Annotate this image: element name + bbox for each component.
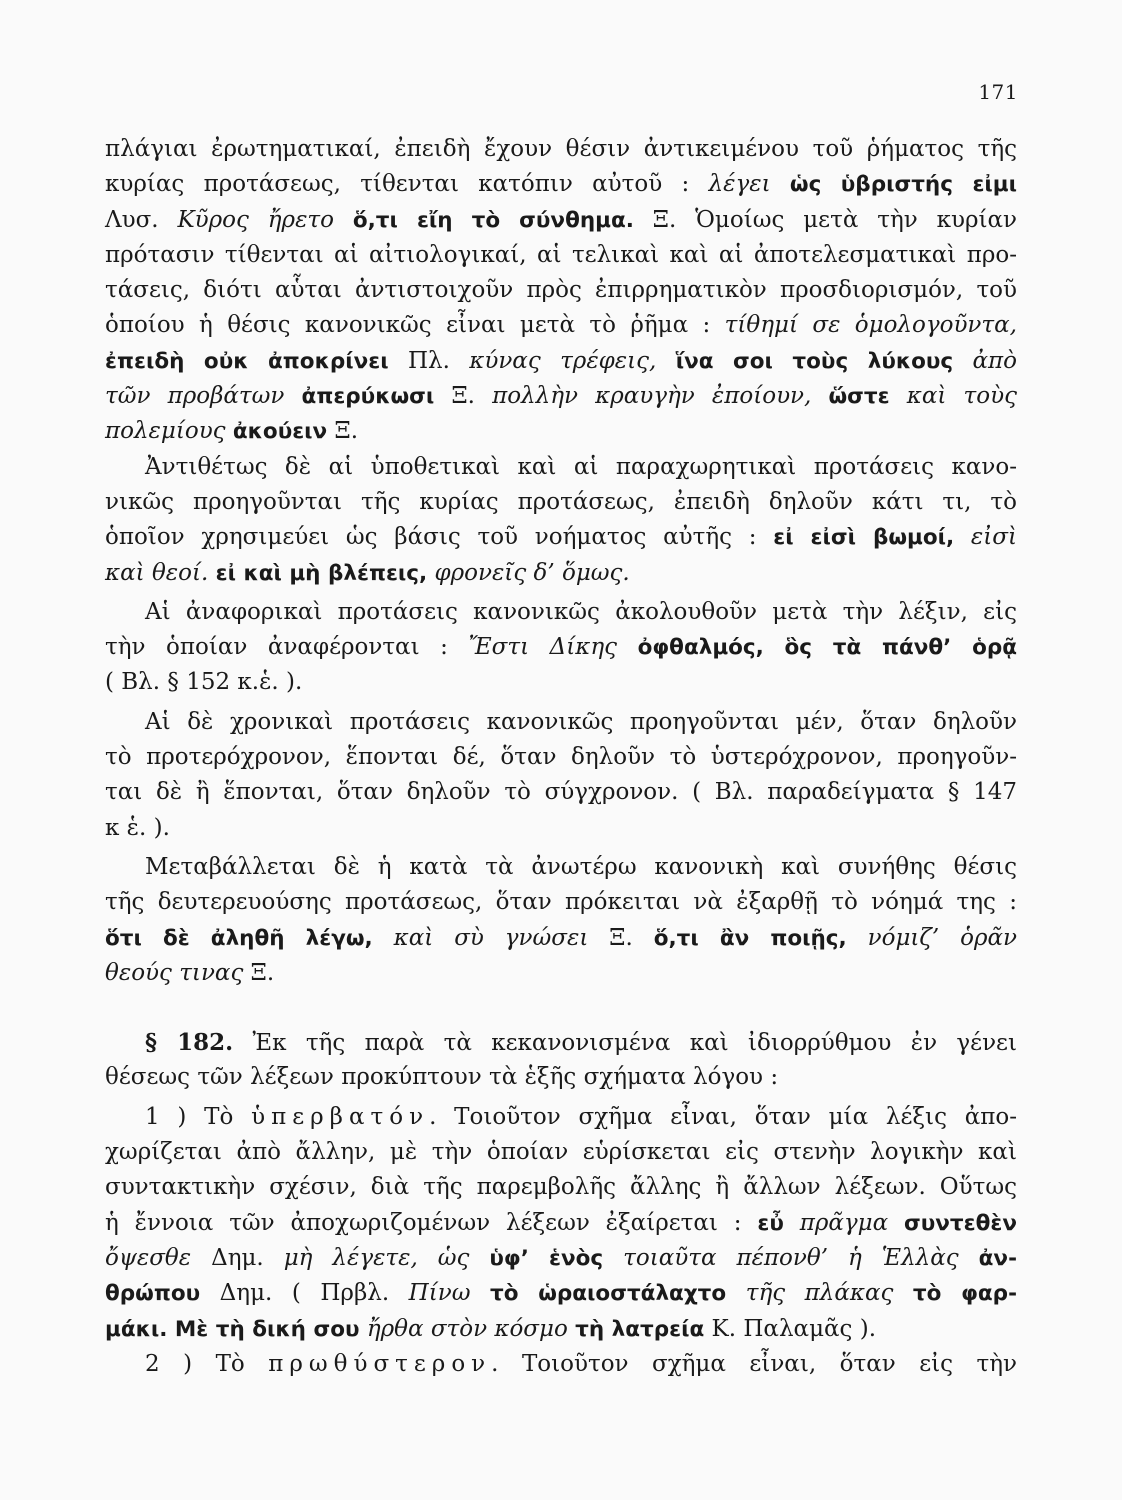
text-run: συντακτικὴν σχέσιν, διὰ τῆς παρεμβολῆς ἄλλης ἢ ἄλλων λέξεων. Οὕτως	[105, 1174, 1017, 1201]
text-line	[105, 811, 1017, 846]
text-line	[105, 273, 1017, 308]
text-run: Ξ.	[434, 383, 493, 410]
text-run: κ ἑ. ).	[105, 814, 170, 841]
text-line	[105, 740, 1017, 775]
text-line	[105, 1347, 1017, 1382]
page-number: 171	[978, 80, 1018, 104]
text-line	[105, 1276, 1017, 1311]
text-run: Ξ.	[327, 418, 359, 445]
body-text	[105, 132, 1017, 1382]
bold-text: τὸ ὡραιοστάλαχτο	[490, 1281, 727, 1307]
text-line	[105, 308, 1017, 343]
bold-text: ὡς ὑβριστής εἰμι	[789, 172, 1017, 198]
text-line	[105, 665, 1017, 700]
text-line	[105, 956, 1017, 991]
bold-text: ὀφθαλμός, ὃς τὰ πάνθ’ ὁρᾷ	[637, 635, 1018, 661]
italic-text: καὶ τοὺς	[889, 383, 1017, 410]
text-line	[105, 414, 1017, 449]
text-line	[105, 1135, 1017, 1170]
text-line	[105, 775, 1017, 810]
text-line	[105, 1241, 1017, 1276]
italic-text: πολεμίους	[105, 418, 233, 445]
text-line	[105, 1025, 1017, 1060]
text-run: τὸ προτερόχρονον, ἕπονται δέ, ὅταν δηλοῦν τὸ ὑστερόχρονον, προηγοῦν-	[105, 744, 1017, 771]
text-run: Δημ.	[211, 1244, 284, 1271]
text-line	[105, 1170, 1017, 1205]
text-line	[105, 132, 1017, 167]
text-run: ται δὲ ἢ ἕπονται, ὅταν δηλοῦν τὸ σύγχρονον. ( Βλ. παραδείγματα § 147	[105, 779, 1017, 806]
text-line	[105, 203, 1017, 238]
text-line	[105, 520, 1017, 555]
italic-text: κύνας τρέφεις,	[469, 347, 676, 374]
italic-text: μὴ λέγετε, ὡς	[283, 1244, 490, 1271]
text-line	[105, 1312, 1017, 1347]
bold-text: ἵνα σοι τοὺς λύκους	[675, 348, 954, 374]
text-line	[105, 885, 1017, 920]
italic-text: Ἔστι Δίκης	[468, 634, 638, 661]
spaced-term: πρωθύστερον	[268, 1350, 492, 1377]
text-run: Ἀντιθέτως δὲ αἱ ὑποθετικαὶ καὶ αἱ παραχωρητικαὶ προτάσεις κανο-	[145, 453, 1017, 480]
bold-text: ἀκούειν	[232, 419, 328, 445]
text-line	[105, 595, 1017, 630]
bold-text: τὸ φαρ-	[912, 1281, 1017, 1307]
italic-text: ὄψεσθε	[105, 1244, 212, 1271]
italic-text: πρᾶγμα	[783, 1209, 905, 1236]
bold-text: τὴ λατρεία	[575, 1316, 705, 1342]
text-run: Λυσ.	[105, 206, 178, 233]
bold-text: ὥστε	[828, 384, 890, 410]
bold-text: ὅ,τι ἂν ποιῇς,	[653, 925, 847, 951]
italic-text: Πίνω	[408, 1280, 491, 1307]
text-run: θέσεως τῶν λέξεων προκύπτουν τὰ ἑξῆς σχήματα λόγου :	[105, 1064, 779, 1091]
bold-text: θρώπου	[105, 1281, 201, 1307]
text-line	[105, 238, 1017, 273]
text-run: Πλ.	[388, 347, 470, 374]
text-run: . Τοιοῦτον σχῆμα εἶναι, ὅταν μία λέξις ἀπο-	[429, 1103, 1017, 1130]
text-run: κυρίας προτάσεως, τίθενται κατόπιν αὐτοῦ :	[105, 171, 709, 198]
italic-text: Κῦρος ἤρετο	[177, 206, 353, 233]
text-run: πρότασιν τίθενται αἱ αἰτιολογικαί, αἱ τελικαὶ καὶ αἱ ἀποτελεσματικαὶ προ-	[105, 241, 1017, 268]
text-line	[105, 1206, 1017, 1241]
italic-text: θεούς τινας	[105, 959, 251, 986]
text-line	[105, 1060, 1017, 1095]
text-run: ( Βλ. § 152 κ.ἑ. ).	[105, 669, 303, 696]
text-line	[105, 1100, 1017, 1135]
text-line	[105, 344, 1017, 379]
bold-text: εὖ	[757, 1210, 784, 1236]
bold-text: συντεθὲν	[904, 1210, 1017, 1236]
italic-text: λέγει	[708, 171, 790, 198]
text-run: 2 ) Τὸ	[145, 1350, 269, 1377]
bold-text: εἰ εἰσὶ βωμοί,	[773, 525, 955, 551]
text-run: Αἱ ἀναφορικαὶ προτάσεις κανονικῶς ἀκολουθοῦν μετὰ τὴν λέξιν, εἰς	[145, 598, 1017, 625]
text-run: χωρίζεται ἀπὸ ἄλλην, μὲ τὴν ὁποίαν εὑρίσκεται εἰς στενὴν λογικὴν καὶ	[105, 1139, 1017, 1166]
italic-text: ἤρθα στὸν κόσμο	[359, 1315, 576, 1342]
italic-text: τίθημί σε ὁμολογοῦντα,	[724, 312, 1017, 339]
text-line	[105, 556, 1017, 591]
spaced-term: ὑπερβατόν	[251, 1103, 430, 1130]
text-run: Δημ. ( Πρβλ.	[200, 1280, 409, 1307]
bold-text: ὅ,τι εἴη τὸ σύνθημα.	[352, 207, 634, 233]
text-run: τὴν ὁποίαν ἀναφέρονται :	[105, 634, 469, 661]
bold-text: ὑφ’ ἑνὸς	[489, 1245, 604, 1271]
bold-text: § 182.	[145, 1029, 234, 1057]
text-line	[105, 921, 1017, 956]
text-run: Αἱ δὲ χρονικαὶ προτάσεις κανονικῶς προηγοῦνται μέν, ὅταν δηλοῦν	[145, 708, 1017, 735]
text-run: τῆς δευτερευούσης προτάσεως, ὅταν πρόκειται νὰ ἐξαρθῇ τὸ νόημά της :	[105, 889, 1017, 916]
italic-text: καὶ σὺ γνώσει	[372, 924, 610, 951]
text-run: Κ. Παλαμᾶς ).	[704, 1315, 877, 1342]
text-line	[105, 167, 1017, 202]
italic-text: πολλὴν κραυγὴν ἐποίουν,	[492, 383, 829, 410]
text-line	[105, 705, 1017, 740]
italic-text: νόμιζ’ ὁρᾶν	[846, 924, 1017, 951]
text-run: νικῶς προηγοῦνται τῆς κυρίας προτάσεως, ἐπειδὴ δηλοῦν κάτι τι, τὸ	[105, 488, 1017, 515]
text-run: τάσεις, διότι αὗται ἀντιστοιχοῦν πρὸς ἐπιρρηματικὸν προσδιορισμόν, τοῦ	[105, 277, 1017, 304]
text-run: Ξ. Ὁμοίως μετὰ τὴν κυρίαν	[633, 206, 1017, 233]
text-run: Ξ.	[250, 959, 275, 986]
italic-text: τῶν προβάτων	[105, 383, 302, 410]
text-run: Ξ.	[609, 924, 654, 951]
italic-text: καὶ θεοί.	[105, 559, 216, 586]
text-run: ὁποῖον χρησιμεύει ὡς βάσις τοῦ νοήματος αὐτῆς :	[105, 524, 774, 551]
text-run: ὁποίου ἡ θέσις κανονικῶς εἶναι μετὰ τὸ ῥῆμα :	[105, 312, 725, 339]
italic-text: εἰσὶ	[954, 524, 1017, 551]
text-run: . Τοιοῦτον σχῆμα εἶναι, ὅταν εἰς τὴν	[491, 1350, 1017, 1377]
text-run: ἡ ἔννοια τῶν ἀποχωριζομένων λέξεων ἐξαίρεται :	[105, 1209, 758, 1236]
text-run: Μεταβάλλεται δὲ ἡ κατὰ τὰ ἀνωτέρω κανονικὴ καὶ συνήθης θέσις	[145, 853, 1017, 880]
italic-text: τῆς πλάκας	[726, 1280, 913, 1307]
text-line	[105, 850, 1017, 885]
italic-text: τοιαῦτα πέπονθ’ ἡ Ἑλλὰς	[603, 1244, 979, 1271]
bold-text: εἰ καὶ μὴ βλέπεις,	[215, 560, 428, 586]
italic-text: ἀπὸ	[953, 347, 1018, 374]
bold-text: ἐπειδὴ οὐκ ἀποκρίνει	[105, 348, 389, 374]
text-line	[105, 379, 1017, 414]
bold-text: μάκι. Μὲ τὴ δική σου	[105, 1316, 360, 1342]
bold-text: ἀν-	[978, 1245, 1017, 1271]
text-run: 1 ) Τὸ	[145, 1103, 252, 1130]
text-run: Ἐκ τῆς παρὰ τὰ κεκανονισμένα καὶ ἰδιορρύθμου ἐν γένει	[233, 1030, 1017, 1057]
text-line	[105, 485, 1017, 520]
bold-text: ὅτι δὲ ἀληθῆ λέγω,	[105, 925, 373, 951]
text-run: πλάγιαι ἐρωτηματικαί, ἐπειδὴ ἔχουν θέσιν ἀντικειμένου τοῦ ῥήματος τῆς	[105, 136, 1017, 162]
text-line	[105, 630, 1017, 665]
text-line	[105, 450, 1017, 485]
bold-text: ἀπερύκωσι	[301, 384, 435, 410]
italic-text: φρονεῖς δ’ ὅμως.	[427, 559, 630, 586]
